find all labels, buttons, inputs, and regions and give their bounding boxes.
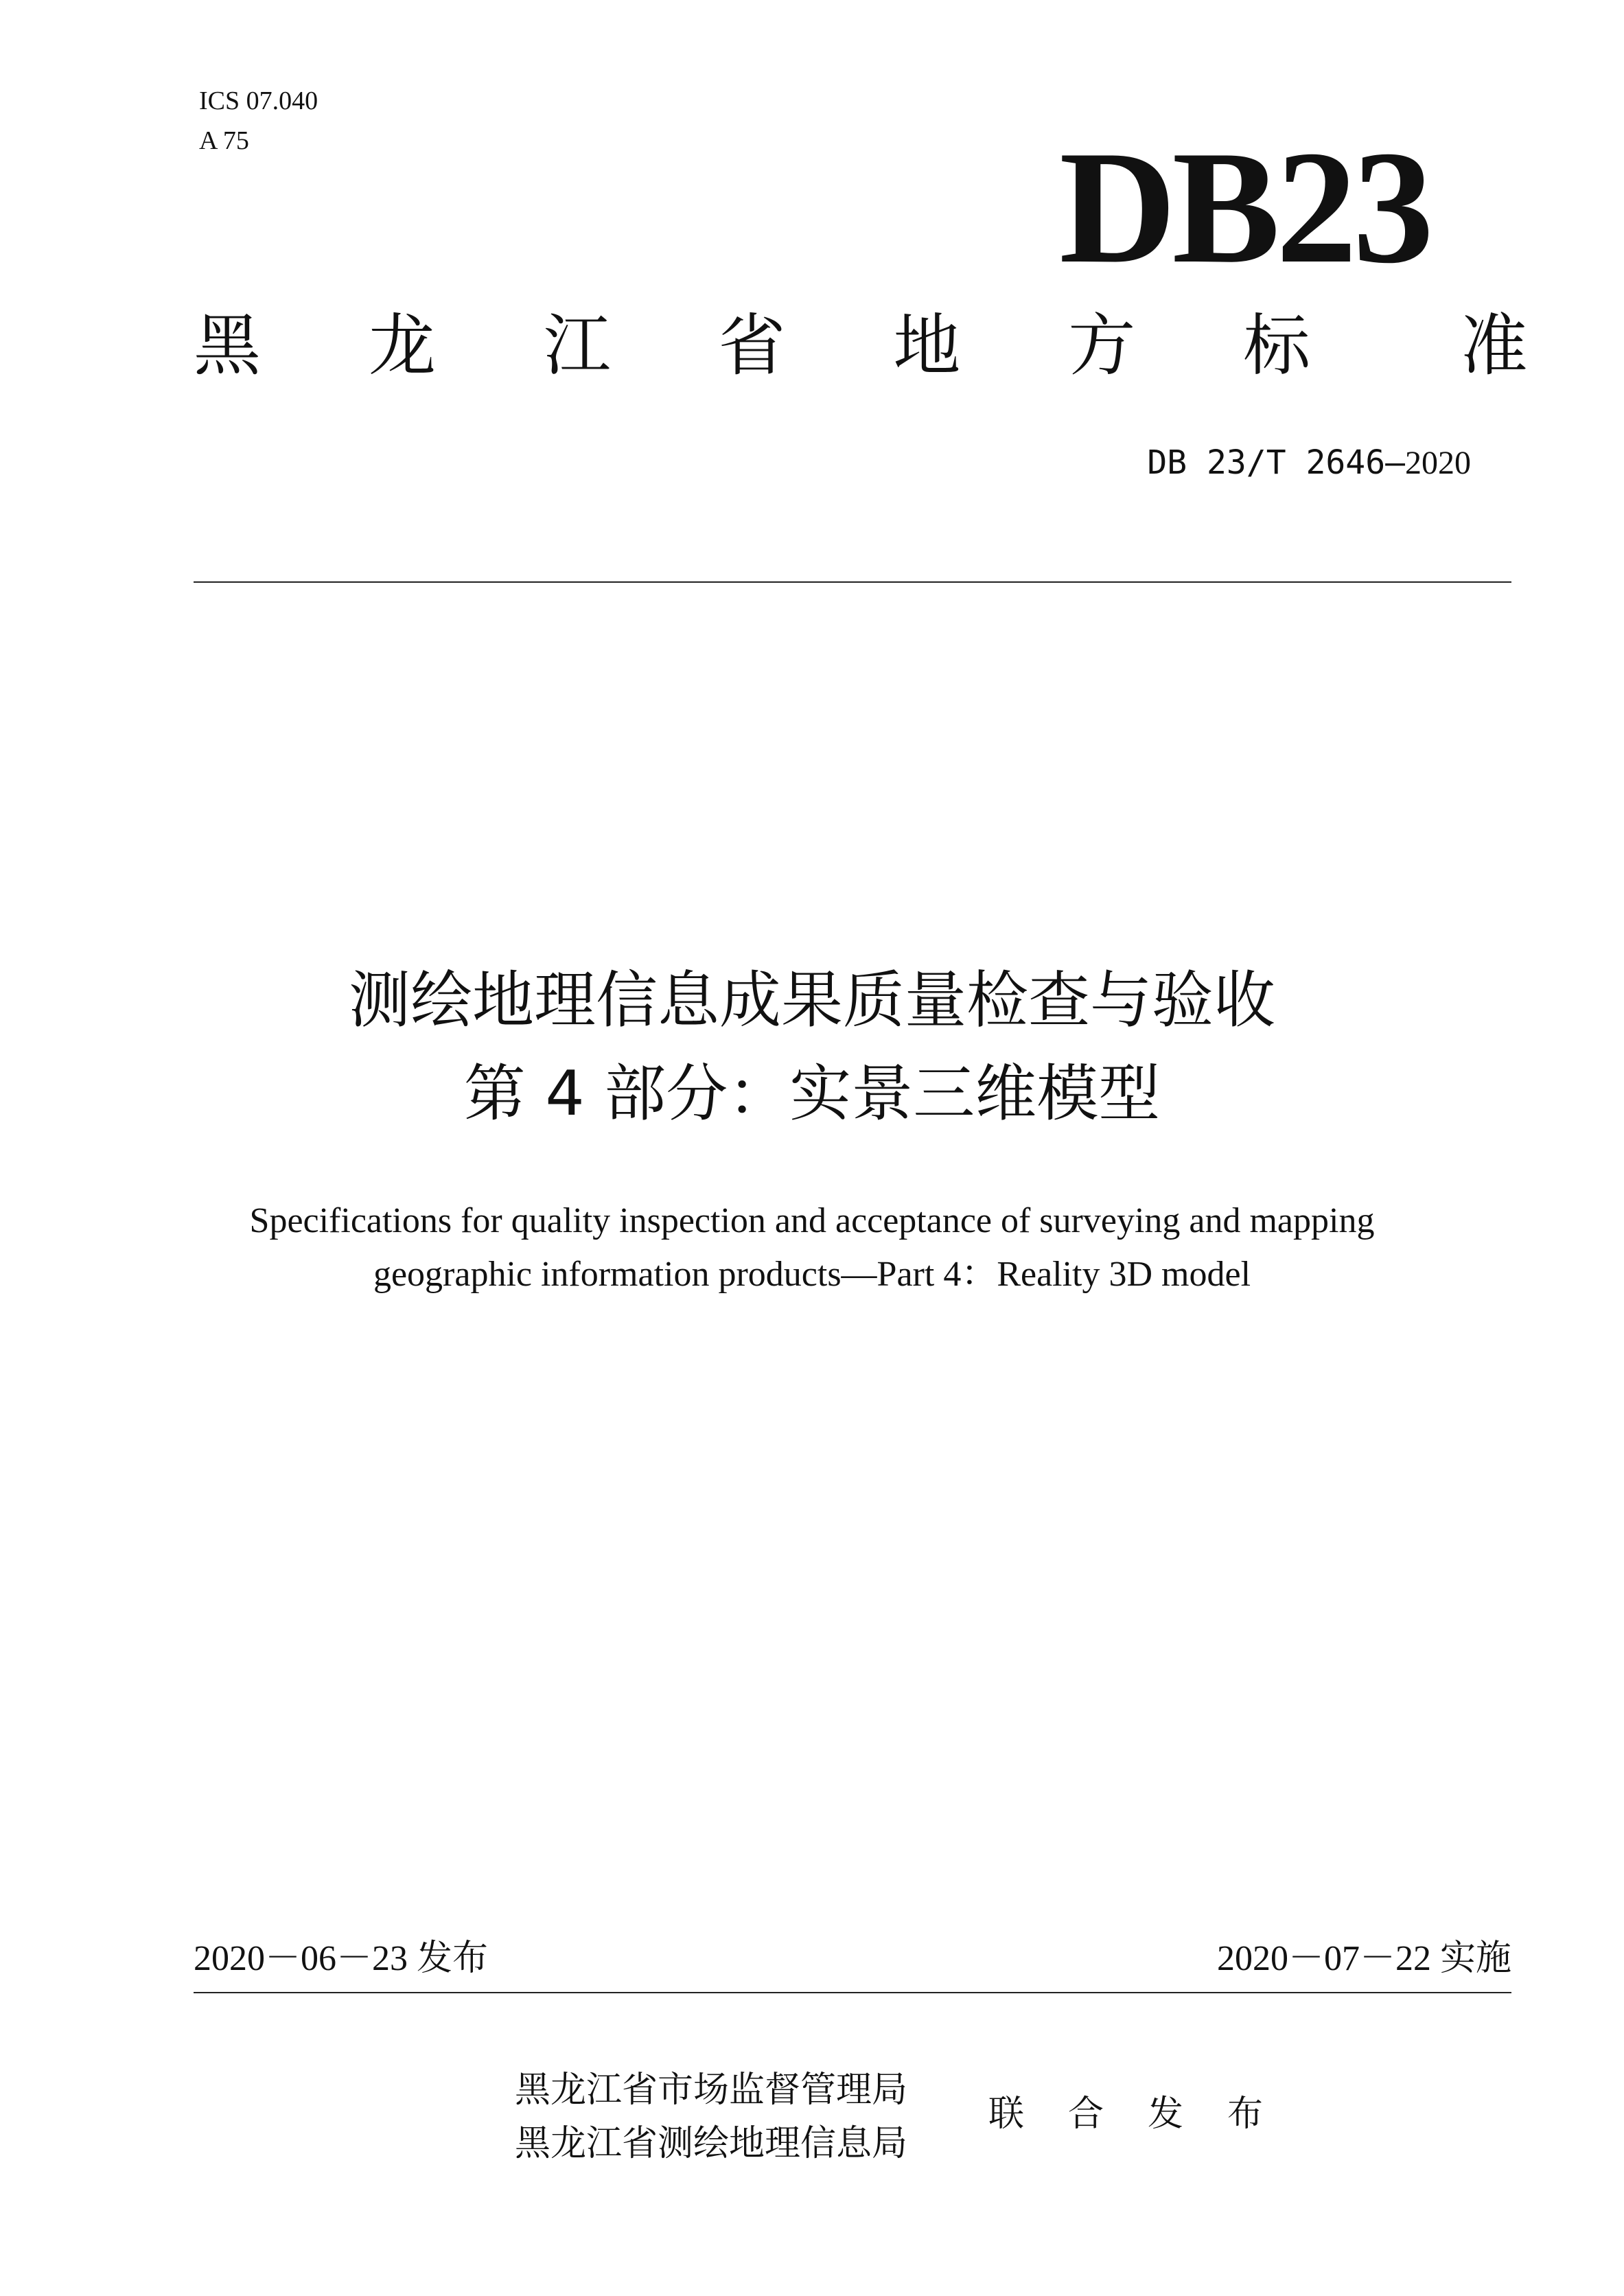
english-title-line-2: geographic information products—Part 4：Reality 3D model (373, 1255, 1251, 1294)
issuer-2: 黑龙江省测绘地理信息局 (515, 2123, 908, 2164)
standard-type-char: 江 (543, 307, 611, 385)
category-code: A 75 (199, 126, 249, 155)
standard-type-char: 黑 (194, 307, 262, 385)
standard-logo: DB23 (1059, 118, 1430, 297)
standard-number-prefix: DB 23/T 2646— (1147, 443, 1405, 482)
header-divider (194, 581, 1511, 583)
standard-type-char: 地 (893, 307, 961, 385)
chinese-title-line-2: 第 4 部分：实景三维模型 (463, 1058, 1161, 1130)
chinese-title (0, 954, 1624, 1141)
joint-issue-label: 联合发布 (988, 2094, 1308, 2135)
standard-type-char: 标 (1243, 307, 1311, 385)
standard-type-char: 省 (718, 307, 786, 385)
publish-date: 2020－06－23 发布 (194, 1939, 489, 1978)
standard-type-char: 准 (1460, 307, 1528, 385)
standard-number (1147, 443, 1471, 482)
standard-number-year: 2020 (1405, 445, 1471, 481)
classification-codes (199, 81, 318, 161)
standard-type-char: 方 (1068, 307, 1136, 385)
chinese-title-line-1: 测绘地理信息成果质量检查与验收 (349, 964, 1275, 1036)
english-title-line-1: Specifications for quality inspection and acceptance of surveying and mapping (249, 1201, 1375, 1240)
footer-divider (194, 1992, 1511, 1993)
standard-type-heading (194, 307, 1528, 385)
ics-code: ICS 07.040 (199, 86, 318, 115)
standard-type-char: 龙 (368, 307, 436, 385)
english-title (0, 1194, 1624, 1301)
issuer-1: 黑龙江省市场监督管理局 (515, 2069, 908, 2111)
implement-date: 2020－07－22 实施 (1216, 1939, 1511, 1978)
issuing-organizations (515, 2063, 907, 2170)
